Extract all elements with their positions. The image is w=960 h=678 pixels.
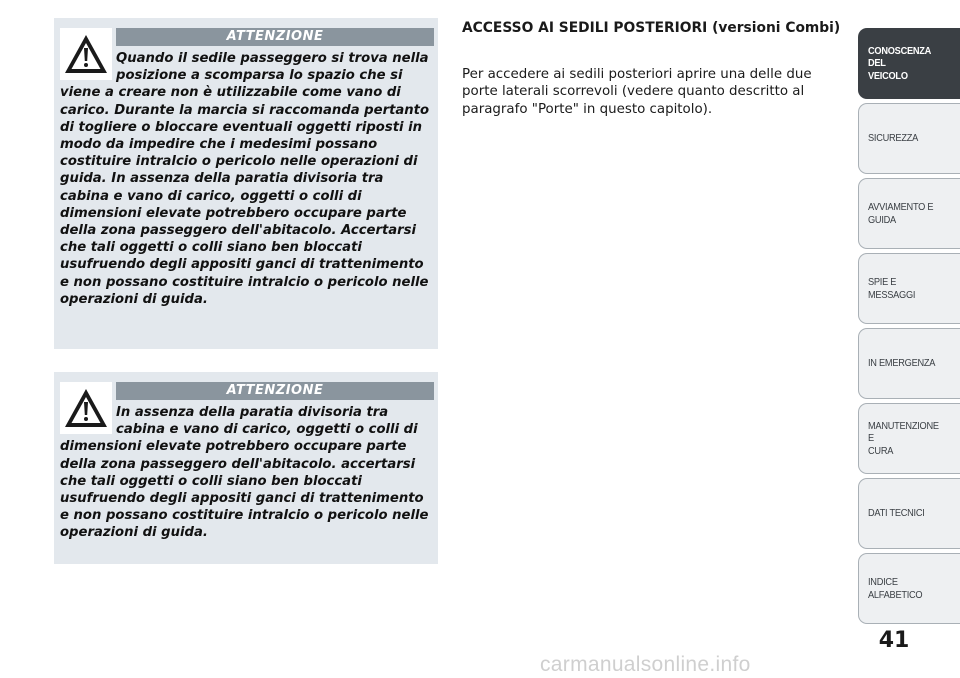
tab-manutenzione-e-cura[interactable]	[858, 403, 960, 474]
tab-indice-alfabetico[interactable]	[858, 553, 960, 624]
tab-label: SICUREZZA	[868, 132, 918, 145]
tab-label: SPIE E MESSAGGI	[868, 276, 916, 301]
warning-box-1	[54, 18, 438, 349]
tab-in-emergenza[interactable]	[858, 328, 960, 399]
section-body: Per accedere ai sedili posteriori aprire una delle due porte laterali scorrevoli (vedere quanto descritto al paragrafo "Porte" in questo capitolo).	[462, 67, 812, 117]
watermark: carmanualsonline.info	[540, 653, 751, 676]
tab-label: DATI TECNICI	[868, 507, 925, 520]
tab-conoscenza-del-veicolo[interactable]	[858, 28, 960, 99]
chapter-tabs	[858, 0, 960, 630]
warning-text-content: In assenza della paratia divisoria tra cabina e vano di carico, oggetti o colli di dimensioni elevate potrebbero occupare parte della zona passeggero dell'abitacolo. accertarsi che tali oggetti o colli siano ben bloccati usufruendo degli appositi ganci di trattenimento e non possano costituire intralcio o pericolo nelle operazioni di guida.	[60, 405, 429, 541]
tab-label: AVVIAMENTO E GUIDA	[868, 201, 934, 226]
tab-spie-e-messaggi[interactable]	[858, 253, 960, 324]
warning-header: ATTENZIONE	[116, 382, 434, 400]
section-title: ACCESSO AI SEDILI POSTERIORI (versioni Combi)	[462, 20, 841, 36]
warning-text	[60, 404, 432, 542]
tab-label: CONOSCENZA DEL VEICOLO	[868, 44, 931, 82]
warning-text-content: Quando il sedile passeggero si trova nella posizione a scomparsa lo spazio che si viene a creare non è utilizzabile come vano di carico. Durante la marcia si raccomanda pertanto di togliere o bloccare eventuali oggetti riposti in modo da impedire che i medesimi possano costituire intralcio o pericolo nelle operazioni di guida. In assenza della paratia divisoria tra cabina e vano di carico, oggetti o colli di dimensioni elevate potrebbero occupare parte della zona passeggero dell'abitacolo. Accertarsi che tali oggetti o colli siano ben bloccati usufruendo degli appositi ganci di trattenimento e non possano costituire intralcio o pericolo nelle operazioni di guida.	[60, 51, 430, 307]
warning-box-2	[54, 372, 438, 564]
tab-dati-tecnici[interactable]	[858, 478, 960, 549]
tab-label: MANUTENZIONE E CURA	[868, 419, 939, 457]
tab-label: INDICE ALFABETICO	[868, 576, 923, 601]
warning-text	[60, 50, 432, 308]
tab-sicurezza[interactable]	[858, 103, 960, 174]
page-number: 41	[878, 628, 910, 653]
tab-label: IN EMERGENZA	[868, 357, 936, 370]
warning-header: ATTENZIONE	[116, 28, 434, 46]
tab-avviamento-e-guida[interactable]	[858, 178, 960, 249]
